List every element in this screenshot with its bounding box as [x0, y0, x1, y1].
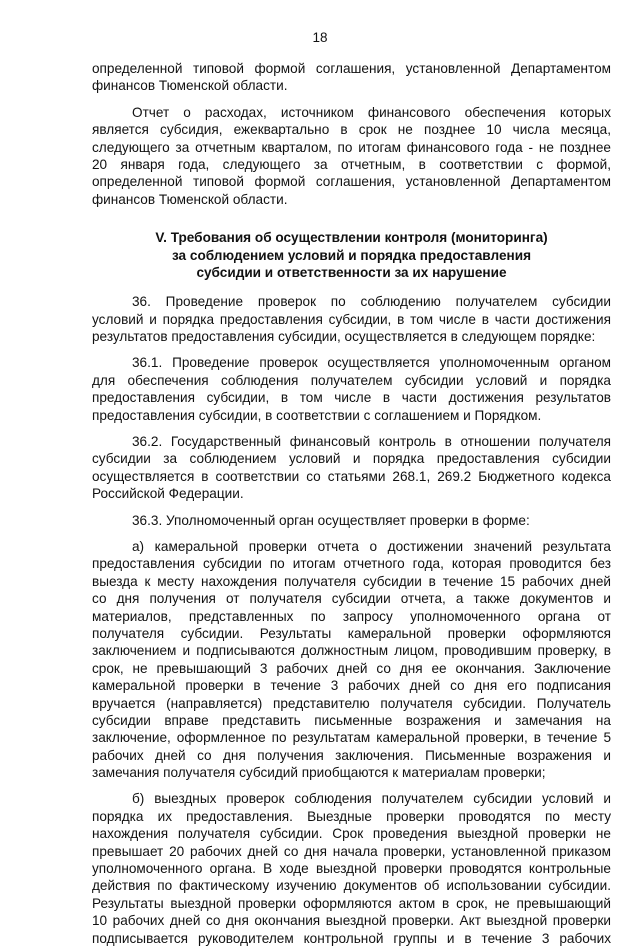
text-line: определенной типовой формой соглашения, установленной Департаментом	[92, 174, 611, 190]
text-line: следующего за отчетным кварталом, по итогам финансового года - не позднее	[92, 139, 611, 155]
text-line: 36.1. Проведение проверок осуществляется уполномоченным органом	[132, 355, 611, 371]
text-line: нахождения получателя субсидии. Срок проведения выездной проверки не	[92, 826, 611, 842]
spacer	[92, 424, 611, 433]
text-line: материалов, представленных по запросу уполномоченного органа от	[92, 608, 611, 624]
text-line: Отчет о расходах, источником финансового обеспечения которых	[132, 104, 611, 120]
spacer	[92, 345, 611, 354]
text-line: подписывается руководителем контрольной группы и в течение 3 рабочих	[92, 930, 611, 946]
text-line: субсидии за соблюдением условий и порядка предоставления субсидии	[92, 451, 611, 467]
text-line: 10 рабочих дней со дня окончания выездной проверки. Акт выездной проверки	[92, 913, 611, 929]
paragraph	[92, 512, 611, 529]
paragraph	[92, 354, 611, 424]
text-line: действия по фактическому изучению документов об использовании субсидии.	[92, 878, 611, 894]
text-line: предоставления субсидии, в соответствии с соглашением и Порядком.	[92, 407, 542, 423]
text-line: 20 января года, следующего за отчетным, в соответствии с формой,	[92, 156, 611, 172]
paragraph	[92, 538, 611, 781]
text-line: со дня получения от получателя субсидии отчета, а также документов и	[92, 591, 611, 607]
text-line: а) камеральной проверки отчета о достижении значений результата	[132, 538, 611, 554]
text-line: является субсидия, ежеквартально в срок не позднее 10 числа месяца,	[92, 122, 611, 138]
text-line: 36.3. Уполномоченный орган осуществляет проверки в форме:	[132, 512, 530, 528]
document-body	[92, 60, 611, 947]
spacer	[92, 95, 611, 104]
text-line: порядка их предоставления. Выездные проверки проводятся по месту	[92, 808, 611, 824]
text-line: для обеспечения соблюдения получателем субсидии условий и порядка	[92, 372, 611, 388]
text-line: результатов предоставления субсидии, осуществляется в следующем порядке:	[92, 329, 596, 345]
heading-line: субсидии и ответственности за их нарушение	[196, 264, 507, 280]
text-line: 36. Проведение проверок по соблюдению получателем субсидии	[132, 294, 611, 310]
spacer	[92, 284, 611, 293]
paragraph	[92, 790, 611, 947]
paragraph	[92, 60, 611, 95]
text-line: Российской Федерации.	[92, 486, 244, 502]
text-line: предоставления субсидии, в том числе в части достижения результатов	[92, 390, 611, 406]
spacer	[92, 781, 611, 790]
text-line: превышает 20 рабочих дней со дня начала проверки, установленной приказом	[92, 843, 611, 859]
page-number: 18	[312, 30, 328, 45]
text-line: финансов Тюменской области.	[92, 78, 288, 94]
paragraph	[92, 433, 611, 503]
heading-line: V. Требования об осуществлении контроля (мониторинга)	[155, 230, 548, 246]
text-line: камеральной проверки в течение 3 рабочих дней со дня его подписания	[92, 678, 611, 694]
heading-line: за соблюдением условий и порядка предоставления	[171, 247, 532, 263]
spacer	[92, 503, 611, 512]
section-heading	[92, 229, 611, 281]
paragraph	[92, 104, 611, 208]
text-line: 36.2. Государственный финансовый контроль в отношении получателя	[132, 434, 611, 450]
text-line: выезда к месту нахождения получателя субсидии в течение 15 рабочих дней	[92, 573, 611, 589]
text-line: заключением и подписываются должностным лицом, проводившим проверку, в	[92, 643, 611, 659]
text-line: срок, не превышающий 3 рабочих дней со дня ее окончания. Заключение	[92, 660, 611, 676]
text-line: определенной типовой формой соглашения, установленной Департаментом	[92, 61, 611, 76]
text-line: вручается (направляется) представителю получателя субсидии. Получатель	[92, 695, 611, 711]
text-line: предоставления субсидии по итогам отчетного года, которая проводится без	[92, 556, 611, 572]
text-line: условий и порядка предоставления субсидии, в том числе в части достижения	[92, 311, 611, 327]
text-line: б) выездных проверок соблюдения получателем субсидии условий и	[132, 791, 611, 807]
text-line: Результаты выездной проверки оформляются актом в срок, не превышающий	[92, 895, 611, 911]
text-line: заключение, оформленное по результатам камеральной проверки, в течение 5	[92, 730, 611, 746]
spacer	[92, 208, 611, 229]
text-line: финансов Тюменской области.	[92, 191, 288, 207]
text-line: осуществляется в соответствии со статьями 268.1, 269.2 Бюджетного кодекса	[92, 468, 611, 484]
spacer	[92, 529, 611, 538]
paragraph	[92, 293, 611, 345]
text-line: замечания получателя субсидий приобщаются к материалам проверки;	[92, 765, 546, 781]
text-line: рабочих дней со дня получения заключения. Письменные возражения и	[92, 747, 611, 763]
text-line: уполномоченного органа. В ходе выездной проверки проводятся контрольные	[92, 861, 611, 877]
text-line: получателя субсидии. Результаты камеральной проверки оформляются	[92, 625, 611, 641]
text-line: субсидии вправе представить письменные возражения и замечания на	[92, 712, 611, 728]
